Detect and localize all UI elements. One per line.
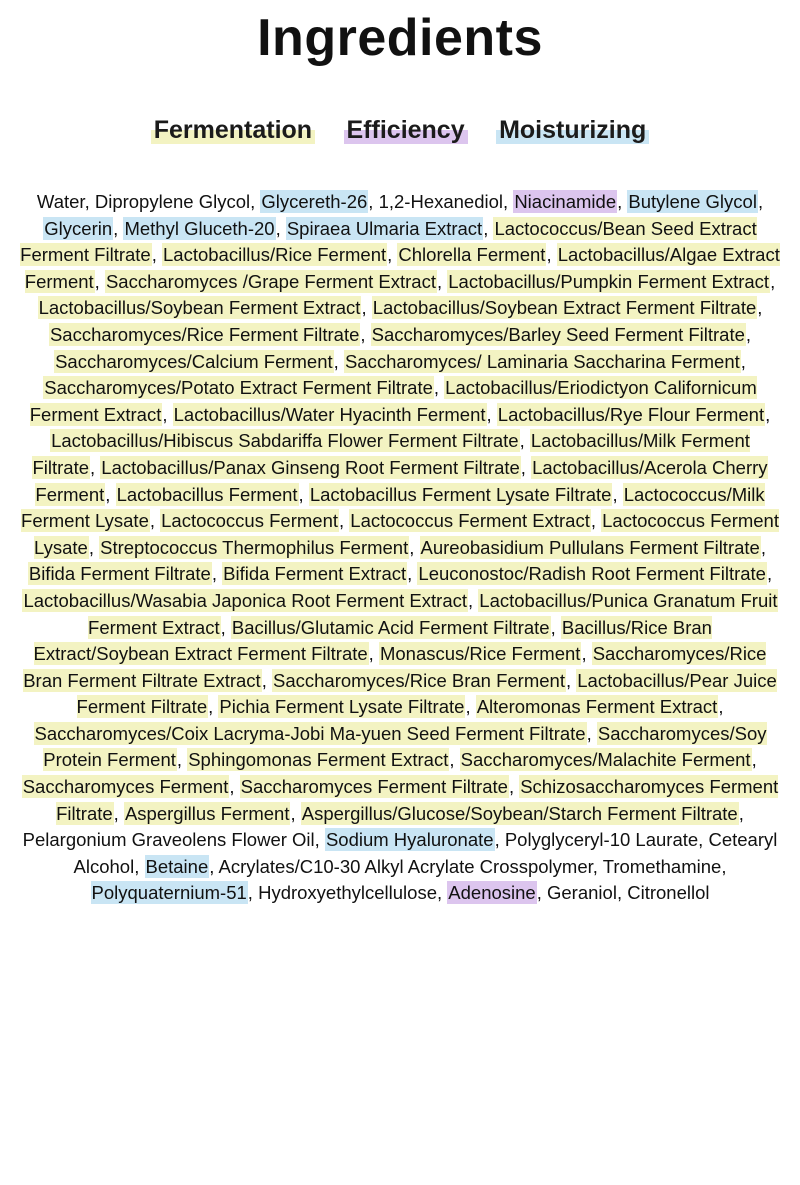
- ingredient: Bacillus/Glutamic Acid Ferment Filtrate: [231, 616, 550, 638]
- ingredient: Aureobasidium Pullulans Ferment Filtrate: [420, 536, 760, 558]
- legend-moisturizing: Moisturizing: [496, 116, 649, 144]
- ingredient: Spiraea Ulmaria Extract: [286, 217, 483, 239]
- ingredient-list: Water, Dipropylene Glycol, Glycereth-26, 1,2-Hexanediol, Niacinamide, Butylene Glycol, Glycerin, Methyl Gluceth-20, Spiraea Ulmaria Extract, Lactococcus/Bean Seed Extract Ferment Filtrate, Lactobacillus/Rice Ferment, Chlorella Ferment, Lactobacillus/Algae Extract Ferment, Saccharomyces /Grape Ferment Extract, Lactobacillus/Pumpkin Ferment Extract, Lactobacillus/Soybean Ferment Extract, Lactobacillus/Soybean Extract Ferment Filtrate, Saccharomyces/Rice Ferment Filtrate, Saccharomyces/Barley Seed Ferment Filtrate, Saccharomyces/Calcium Ferment, Saccharomyces/ Laminaria Saccharina Ferment, Saccharomyces/Potato Extract Ferment Filtrate, Lactobacillus/Eriodictyon Californicum Ferment Extract, Lactobacillus/Water Hyacinth Ferment, Lactobacillus/Rye Flour Ferment, Lactobacillus/Hibiscus Sabdariffa Flower Ferment Filtrate, Lactobacillus/Milk Ferment Filtrate, Lactobacillus/Panax Ginseng Root Ferment Filtrate, Lactobacillus/Acerola Cherry Ferment, Lactobacillus Ferment, Lactobacillus Ferment Lysate Filtrate, Lactococcus/Milk Ferment Lysate, Lactococcus Ferment, Lactococcus Ferment Extract, Lactococcus Ferment Lysate, Streptococcus Thermophilus Ferment, Aureobasidium Pullulans Ferment Filtrate, Bifida Ferment Filtrate, Bifida Ferment Extract, Leuconostoc/Radish Root Ferment Filtrate, Lactobacillus/Wasabia Japonica Root Ferment Extract, Lactobacillus/Punica Granatum Fruit Ferment Extract, Bacillus/Glutamic Acid Ferment Filtrate, Bacillus/Rice Bran Extract/Soybean Extract Ferment Filtrate, Monascus/Rice Ferment, Saccharomyces/Rice Bran Ferment Filtrate Extract, Saccharomyces/Rice Bran Ferment, Lactobacillus/Pear Juice Ferment Filtrate, Pichia Ferment Lysate Filtrate, Alteromonas Ferment Extract, Saccharomyces/Coix Lacryma-Jobi Ma-yuen Seed Ferment Filtrate, Saccharomyces/Soy Protein Ferment, Sphingomonas Ferment Extract, Saccharomyces/Malachite Ferment, Saccharomyces Ferment, Saccharomyces Ferment Filtrate, Schizosaccharomyces Ferment Filtrate, Aspergillus Ferment, Aspergillus/Glucose/Soybean/Starch Ferment Filtrate, Pelargonium Graveolens Flower Oil, Sodium Hyaluronate, Polyglyceryl-10 Laurate, Cetearyl Alcohol, Betaine, Acrylates/C10-30 Alkyl Acrylate Crosspolymer, Tromethamine, Polyquaternium-51, Hydroxyethylcellulose, Adenosine, Geraniol, Citronellol: [20, 191, 780, 904]
- ingredient: Lactobacillus/Eriodictyon Californicum Ferment Extract: [29, 377, 757, 425]
- ingredient: Lactobacillus/Panax Ginseng Root Ferment Filtrate: [101, 456, 520, 478]
- ingredient: Saccharomyces /Grape Ferment Extract: [105, 270, 436, 292]
- ingredient: Acrylates/C10-30 Alkyl Acrylate Crosspolymer: [218, 855, 593, 877]
- ingredient: Methyl Gluceth-20: [124, 217, 275, 239]
- ingredient: Lactobacillus/Milk Ferment Filtrate: [32, 430, 750, 478]
- ingredient: Chlorella Ferment: [398, 244, 546, 266]
- ingredient: Lactobacillus/Algae Extract Ferment: [24, 244, 780, 292]
- ingredient: Cetearyl Alcohol: [73, 829, 778, 877]
- ingredient: Aspergillus/Glucose/Soybean/Starch Ferment Filtrate: [301, 802, 738, 824]
- ingredient: Pichia Ferment Lysate Filtrate: [219, 696, 465, 718]
- ingredient: Saccharomyces/Coix Lacryma-Jobi Ma-yuen Seed Ferment Filtrate: [34, 722, 586, 744]
- ingredient: Niacinamide: [514, 191, 617, 212]
- ingredient: Alteromonas Ferment Extract: [476, 696, 718, 718]
- ingredient: Glycerin: [44, 217, 113, 239]
- ingredient: Lactobacillus/Acerola Cherry Ferment: [35, 456, 768, 505]
- ingredient: Lactobacillus/Water Hyacinth Ferment: [173, 403, 486, 425]
- page-title: Ingredients: [257, 9, 543, 67]
- ingredient: Tromethamine: [602, 855, 722, 877]
- ingredient: Citronellol: [627, 882, 710, 904]
- ingredient: Lactobacillus/Pear Juice Ferment Filtrate: [76, 669, 777, 718]
- ingredient: Lactococcus Ferment: [161, 510, 338, 532]
- ingredient: Schizosaccharomyces Ferment Filtrate: [56, 776, 779, 824]
- ingredient: Saccharomyces/Soy Protein Ferment: [43, 722, 767, 771]
- ingredient: Lactococcus/Bean Seed Extract Ferment Filtrate: [20, 217, 757, 266]
- ingredient: Lactobacillus/Punica Granatum Fruit Ferment Extract: [88, 589, 778, 638]
- legend-fermentation: Fermentation: [151, 116, 315, 144]
- ingredient: Lactococcus Ferment Lysate: [34, 510, 779, 558]
- ingredient: Lactobacillus/Rye Flour Ferment: [497, 403, 765, 425]
- legend-efficiency: Efficiency: [344, 116, 468, 144]
- ingredient: Saccharomyces/Barley Seed Ferment Filtrate: [371, 323, 745, 345]
- ingredient: Saccharomyces/ Laminaria Saccharina Ferment: [344, 350, 740, 372]
- ingredient: Sodium Hyaluronate: [325, 829, 494, 851]
- ingredient: Water: [36, 191, 85, 212]
- ingredient: Pelargonium Graveolens Flower Oil: [22, 829, 315, 851]
- ingredient: Streptococcus Thermophilus Ferment: [100, 536, 409, 558]
- ingredient: Lactobacillus Ferment Lysate Filtrate: [309, 483, 612, 505]
- ingredient: Bacillus/Rice Bran Extract/Soybean Extract Ferment Filtrate: [33, 616, 712, 665]
- ingredient: Saccharomyces/Malachite Ferment: [460, 749, 751, 771]
- ingredient: Lactobacillus/Soybean Ferment Extract: [38, 297, 361, 319]
- ingredient: Glycereth-26: [261, 191, 368, 212]
- ingredient: Saccharomyces/Rice Bran Ferment Filtrate Extract: [23, 643, 767, 691]
- ingredient: Dipropylene Glycol: [94, 191, 251, 212]
- category-legend: [0, 116, 800, 144]
- ingredient: Saccharomyces/Calcium Ferment: [55, 350, 333, 372]
- ingredient: Aspergillus Ferment: [124, 802, 290, 824]
- ingredient: Lactobacillus Ferment: [116, 483, 298, 505]
- ingredient: Adenosine: [448, 882, 536, 904]
- ingredient: Geraniol: [547, 882, 617, 904]
- ingredient: Lactobacillus/Hibiscus Sabdariffa Flower Ferment Filtrate: [51, 430, 519, 452]
- ingredient: Polyquaternium-51: [91, 882, 247, 904]
- ingredient: Lactobacillus/Pumpkin Ferment Extract: [448, 270, 770, 292]
- ingredient: Lactobacillus/Wasabia Japonica Root Ferment Extract: [23, 589, 468, 611]
- ingredient: Bifida Ferment Extract: [223, 563, 407, 585]
- ingredient: Betaine: [145, 855, 209, 877]
- ingredient: Lactococcus Ferment Extract: [350, 510, 590, 532]
- ingredient: 1,2-Hexanediol: [378, 191, 504, 212]
- ingredient: Polyglyceryl-10 Laurate: [504, 829, 699, 851]
- ingredient: Hydroxyethylcellulose: [258, 882, 437, 904]
- ingredient: Lactococcus/Milk Ferment Lysate: [21, 483, 765, 532]
- ingredient: Butylene Glycol: [628, 191, 757, 212]
- ingredient: Saccharomyces/Rice Bran Ferment: [272, 669, 565, 691]
- ingredient: Saccharomyces Ferment Filtrate: [240, 776, 508, 798]
- ingredient: Monascus/Rice Ferment: [379, 643, 581, 665]
- ingredient: Bifida Ferment Filtrate: [28, 563, 211, 585]
- ingredient: Lactobacillus/Soybean Extract Ferment Filtrate: [372, 297, 757, 319]
- ingredient: Lactobacillus/Rice Ferment: [163, 244, 387, 266]
- ingredient: Saccharomyces Ferment: [22, 776, 229, 798]
- ingredient: Sphingomonas Ferment Extract: [188, 749, 449, 771]
- ingredient: Saccharomyces/Rice Ferment Filtrate: [49, 323, 360, 345]
- ingredient: Saccharomyces/Potato Extract Ferment Filtrate: [44, 377, 433, 399]
- ingredient: Leuconostoc/Radish Root Ferment Filtrate: [418, 563, 766, 585]
